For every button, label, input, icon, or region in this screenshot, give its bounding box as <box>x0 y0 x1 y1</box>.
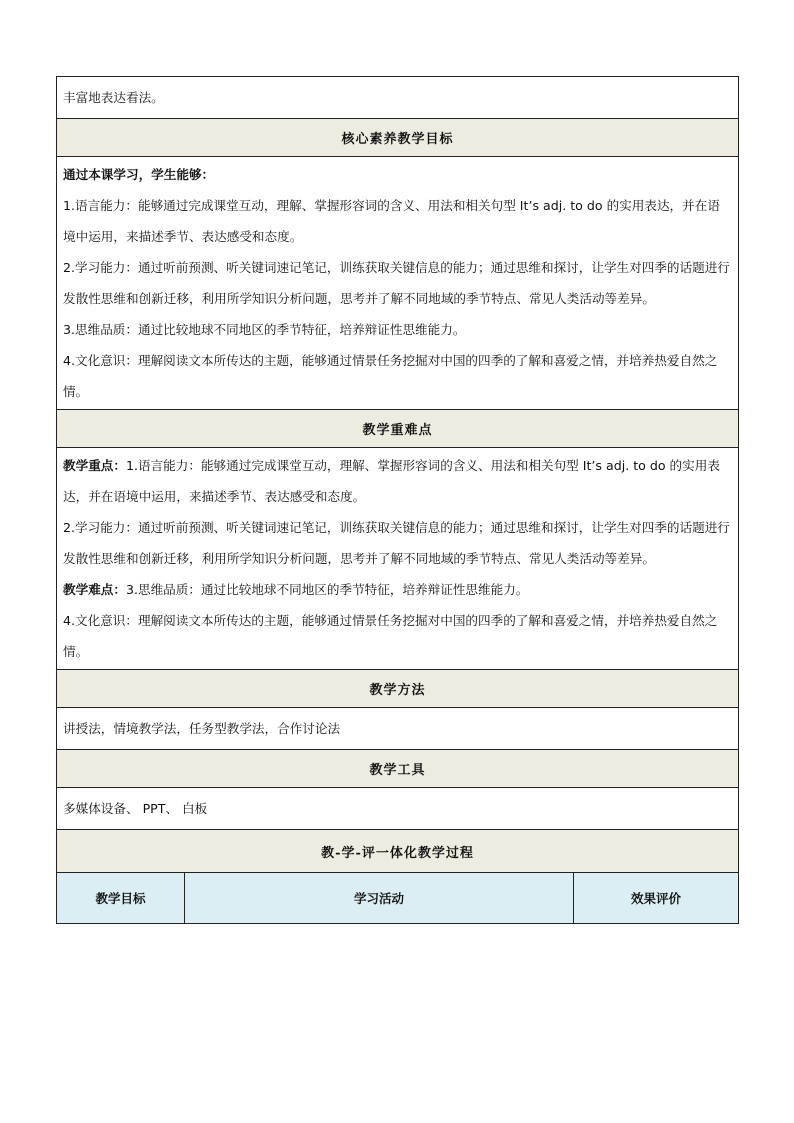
intro-row <box>57 77 739 119</box>
difficulty-item-text: 3.思维品质：通过比较地球不同地区的季节特征，培养辩证性思维能力。 <box>125 582 529 597</box>
key-points-header-row <box>57 410 739 448</box>
tools-text: 多媒体设备、 PPT、 白板 <box>57 788 739 830</box>
focus-item-text: 1.语言能力：能够通过完成课堂互动，理解、掌握形容词的含义、用法和相关句型 It’s adj. to do 的实用表达，并在语境中运用，来描述季节、表达感受和态度。 <box>63 458 720 504</box>
objective-item: 3.思维品质：通过比较地球不同地区的季节特征，培养辩证性思维能力。 <box>63 322 466 337</box>
column-header-objective: 教学目标 <box>57 873 185 924</box>
key-points-body-row <box>57 448 739 670</box>
objective-item: 4.文化意识：理解阅读文本所传达的主题，能够通过情景任务挖掘对中国的四季的了解和喜爱之情，并培养热爱自然之情。 <box>63 353 718 399</box>
key-points-heading: 教学重难点 <box>57 410 739 448</box>
focus-label: 教学重点： <box>63 458 126 473</box>
methods-header-row <box>57 670 739 708</box>
lesson-plan-page <box>56 76 738 924</box>
process-columns-row <box>57 873 739 924</box>
difficulty-item <box>63 574 732 605</box>
objectives-header-row <box>57 119 739 157</box>
column-header-evaluation: 效果评价 <box>574 873 739 924</box>
methods-text: 讲授法，情境教学法，任务型教学法，合作讨论法 <box>57 708 739 750</box>
column-header-activity: 学习活动 <box>185 873 574 924</box>
key-points-body <box>57 448 739 670</box>
focus-item: 2.学习能力：通过听前预测、听关键词速记笔记，训练获取关键信息的能力；通过思维和探讨，让学生对四季的话题进行发散性思维和创新迁移，利用所学知识分析问题，思考并了解不同地域的季节特点、常见人类活动等差异。 <box>63 520 730 566</box>
objectives-body-row <box>57 157 739 410</box>
tools-body-row <box>57 788 739 830</box>
methods-heading: 教学方法 <box>57 670 739 708</box>
lesson-plan-table <box>56 76 739 924</box>
objective-item: 2.学习能力：通过听前预测、听关键词速记笔记，训练获取关键信息的能力；通过思维和探讨，让学生对四季的话题进行发散性思维和创新迁移，利用所学知识分析问题，思考并了解不同地域的季节特点、常见人类活动等差异。 <box>63 260 730 306</box>
objective-item: 1.语言能力：能够通过完成课堂互动，理解、掌握形容词的含义、用法和相关句型 It’s adj. to do 的实用表达，并在语境中运用，来描述季节、表达感受和态度。 <box>63 198 720 244</box>
objectives-body <box>57 157 739 410</box>
process-heading: 教-学-评一体化教学过程 <box>57 830 739 873</box>
objectives-heading: 核心素养教学目标 <box>57 119 739 157</box>
focus-item <box>63 450 732 512</box>
difficulty-item: 4.文化意识：理解阅读文本所传达的主题，能够通过情景任务挖掘对中国的四季的了解和喜爱之情，并培养热爱自然之情。 <box>63 613 718 659</box>
process-header-row <box>57 830 739 873</box>
tools-header-row <box>57 750 739 788</box>
methods-body-row <box>57 708 739 750</box>
difficulty-label: 教学难点： <box>63 582 126 597</box>
intro-cell <box>57 77 739 119</box>
objectives-lead: 通过本课学习，学生能够： <box>63 167 215 182</box>
intro-line: 丰富地表达看法。 <box>63 90 164 105</box>
tools-heading: 教学工具 <box>57 750 739 788</box>
